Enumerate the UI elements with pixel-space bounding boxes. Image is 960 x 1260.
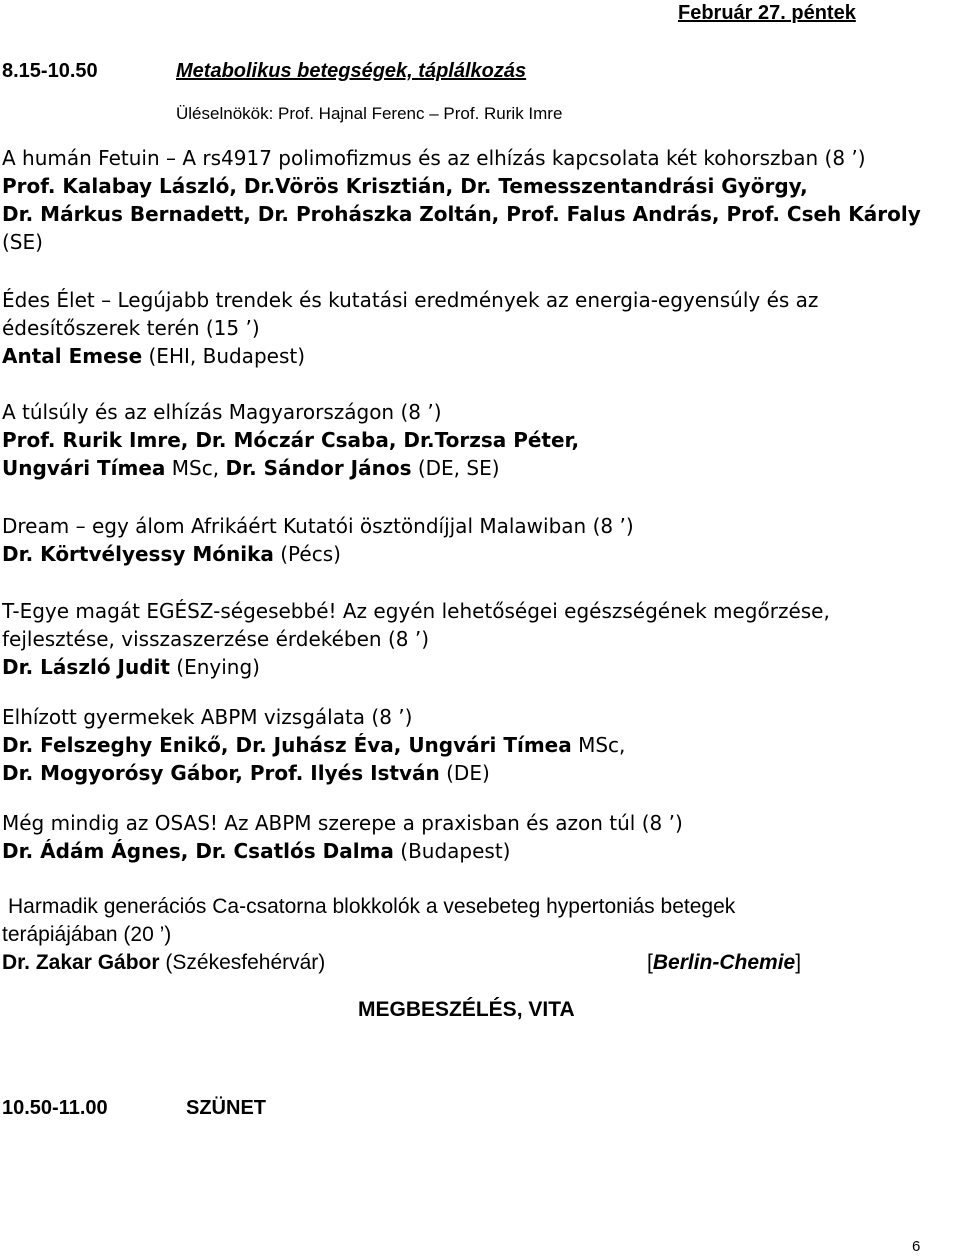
- talk-affiliation: (Enying): [176, 655, 260, 679]
- talk-affiliation: (EHI, Budapest): [148, 344, 306, 368]
- break-label: SZÜNET: [186, 1097, 266, 1119]
- talk-author: Dr. Sándor János: [225, 456, 412, 480]
- talk-author: Ungvári Tímea: [2, 456, 166, 480]
- talk-title: édesítőszerek terén (15 ’): [2, 316, 260, 340]
- talk-5: [2, 597, 952, 681]
- talk-affiliation: (SE): [2, 230, 43, 254]
- talk-title: Elhízott gyermekek ABPM vizsgálata (8 ’): [2, 705, 413, 729]
- talk-authors: Prof. Kalabay László, Dr.Vörös Krisztián, Dr. Temesszentandrási György,: [2, 174, 808, 198]
- talk-title: T-Egye magát EGÉSZ-ségesebbé! Az egyén lehetőségei egészségének megőrzése,: [2, 599, 830, 623]
- header-date: Február 27. péntek: [678, 2, 856, 24]
- talk-1: [2, 144, 952, 256]
- break-time: 10.50-11.00: [2, 1097, 108, 1119]
- discussion-heading: MEGBESZÉLÉS, VITA: [358, 998, 575, 1021]
- talk-authors: Prof. Rurik Imre, Dr. Móczár Csaba, Dr.Torzsa Péter,: [2, 428, 580, 452]
- talk-author: Dr. László Judit: [2, 655, 170, 679]
- talk-title: Édes Élet – Legújabb trendek és kutatási eredmények az energia-egyensúly és az: [2, 288, 819, 312]
- page-number: 6: [912, 1238, 921, 1255]
- talk-title: fejlesztése, visszaszerzése érdekében (8 ’): [2, 627, 430, 651]
- talk-2: [2, 286, 952, 370]
- talk-affiliation: (DE, SE): [417, 456, 500, 480]
- talk-author-suffix: MSc,: [171, 456, 220, 480]
- talk-title: Még mindig az OSAS! Az ABPM szerepe a praxisban és azon túl (8 ’): [2, 811, 683, 835]
- talk-3: [2, 398, 952, 482]
- talk-title: Dream – egy álom Afrikáért Kutatói ösztöndíjjal Malawiban (8 ’): [2, 514, 634, 538]
- talk-authors: Dr. Márkus Bernadett, Dr. Prohászka Zoltán, Prof. Falus András, Prof. Cseh Károly: [2, 202, 921, 226]
- talk-title: terápiájában (20 ’): [2, 923, 172, 946]
- talk-authors: Dr. Mogyorósy Gábor, Prof. Ilyés István: [2, 761, 440, 785]
- talk-author: Dr. Zakar Gábor: [2, 951, 160, 974]
- talk-8: [2, 893, 952, 977]
- sponsor-name: Berlin-Chemie: [652, 951, 796, 974]
- talk-author: Antal Emese: [2, 344, 143, 368]
- talk-title: Harmadik generációs Ca-csatorna blokkolók a vesebeteg hypertoniás betegek: [8, 895, 736, 918]
- session-time: 8.15-10.50: [2, 60, 98, 82]
- talk-affiliation: (DE): [446, 761, 490, 785]
- talk-author-suffix: MSc,: [578, 733, 626, 757]
- talk-affiliation: (Székesfehérvár): [165, 951, 326, 974]
- talk-4: [2, 512, 952, 568]
- sponsor-label: [Berlin-Chemie]: [647, 951, 802, 974]
- talk-title: A túlsúly és az elhízás Magyarországon (8 ’): [2, 400, 442, 424]
- talk-6: [2, 703, 952, 787]
- talk-affiliation: (Budapest): [400, 839, 511, 863]
- talk-7: [2, 809, 952, 865]
- session-chairs: Üléselnökök: Prof. Hajnal Ferenc – Prof. Rurik Imre: [176, 104, 563, 123]
- talk-authors: Dr. Felszeghy Enikő, Dr. Juhász Éva, Ungvári Tímea: [2, 733, 572, 757]
- talk-author: Dr. Körtvélyessy Mónika: [2, 542, 274, 566]
- talk-title: A humán Fetuin – A rs4917 polimofizmus és az elhízás kapcsolata két kohorszban (8 ’): [2, 146, 866, 170]
- session-title: Metabolikus betegségek, táplálkozás: [176, 60, 527, 82]
- talk-affiliation: (Pécs): [280, 542, 341, 566]
- talk-author: Dr. Ádám Ágnes, Dr. Csatlós Dalma: [2, 839, 394, 863]
